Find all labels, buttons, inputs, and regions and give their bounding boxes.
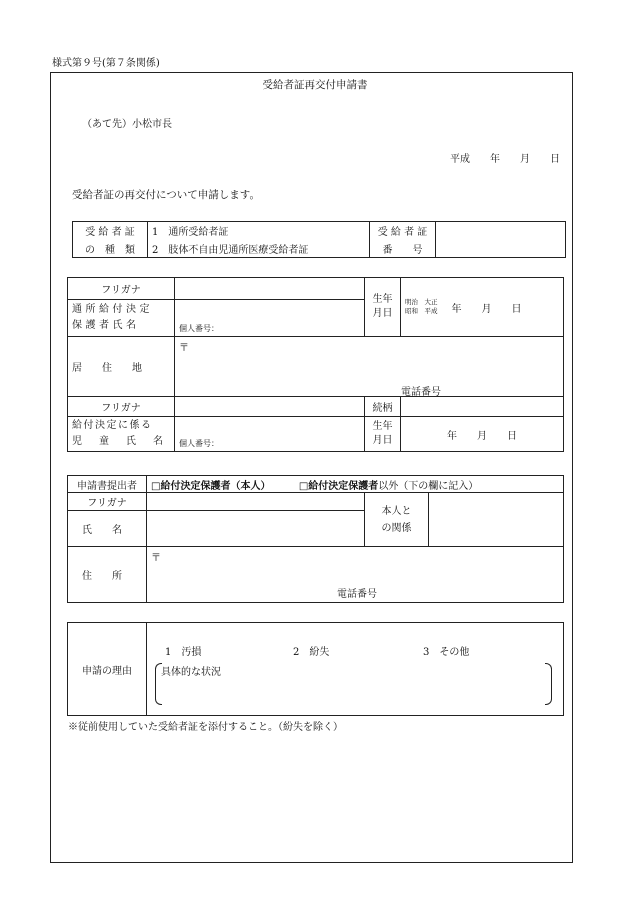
relation-field[interactable] xyxy=(429,493,564,547)
guardian-furigana-label: フリガナ xyxy=(68,278,175,300)
option-self-checkbox[interactable]: □ xyxy=(151,480,161,492)
relation-label: 本人と の関係 xyxy=(365,493,429,547)
child-furigana-field[interactable] xyxy=(175,397,365,417)
statement: 受給者証の再交付について申請します。 xyxy=(72,189,260,201)
cert-number-field[interactable] xyxy=(436,222,566,258)
era-options: 明治 大正 昭和 平成 xyxy=(405,298,438,315)
residence-field[interactable]: 〒 電話番号 xyxy=(175,337,564,397)
submitter-address-label: 住 所 xyxy=(68,547,147,603)
child-birth-field[interactable]: 年 月 日 xyxy=(401,417,564,452)
submitter-options: □給付決定保護者（本人） □給付決定保護者以外（下の欄に記入） xyxy=(147,476,564,493)
child-name-field[interactable]: 個人番号： xyxy=(175,417,365,452)
guardian-birth-field[interactable]: 明治 大正 昭和 平成 年 月 日 xyxy=(401,278,564,337)
child-name-label: 給付決定に係る 児 童 氏 名 xyxy=(68,417,175,452)
form-number: 様式第９号(第７条関係) xyxy=(52,58,160,69)
details-bracket-right xyxy=(545,663,552,705)
reason-field xyxy=(147,623,564,716)
guardian-table xyxy=(67,277,564,452)
cert-type-label-2: の 種 類 xyxy=(73,240,148,258)
reason-table xyxy=(67,622,564,716)
submitter-furigana-field[interactable] xyxy=(147,493,365,511)
guardian-name-field[interactable]: 個人番号： xyxy=(175,300,365,337)
cert-option-1[interactable]: 1 通所受給者証 xyxy=(148,222,370,240)
reason-option-3[interactable]: 3 その他 xyxy=(423,647,470,658)
guardian-name-label: 通所給付決定 保護者氏名 xyxy=(68,300,175,337)
relationship-label: 続柄 xyxy=(365,397,401,417)
option-other-checkbox[interactable]: □ xyxy=(298,480,309,492)
relationship-field[interactable] xyxy=(401,397,564,417)
cert-type-table xyxy=(72,221,566,258)
reason-option-1[interactable]: 1 汚損 xyxy=(165,647,202,658)
cert-option-2[interactable]: 2 肢体不自由児通所医療受給者証 xyxy=(148,240,370,258)
addressee: （あて先）小松市長 xyxy=(82,119,172,130)
footnote: ※従前使用していた受給者証を添付すること。（紛失を除く） xyxy=(68,722,343,733)
child-birth-label: 生年 月日 xyxy=(365,417,401,452)
option-other-label: 給付決定保護者 xyxy=(308,480,379,492)
submitter-label: 申請書提出者 xyxy=(68,476,147,493)
date-line: 平成 年 月 日 xyxy=(450,154,560,165)
guardian-furigana-field[interactable] xyxy=(175,278,365,300)
submitter-name-label: 氏 名 xyxy=(68,511,147,547)
form-title: 受給者証再交付申請書 xyxy=(262,79,368,91)
cert-number-label-2: 番 号 xyxy=(370,240,436,258)
submitter-table xyxy=(67,475,564,603)
reason-label: 申請の理由 xyxy=(68,623,147,716)
submitter-furigana-label: フリガナ xyxy=(68,493,147,511)
option-self-label: 給付決定保護者（本人） xyxy=(160,480,271,492)
guardian-birth-label: 生年 月日 xyxy=(365,278,401,337)
submitter-address-field[interactable]: 〒 電話番号 xyxy=(147,547,564,603)
residence-label: 居 住 地 xyxy=(68,337,175,397)
cert-number-label: 受 給 者 証 xyxy=(370,222,436,240)
submitter-name-field[interactable] xyxy=(147,511,365,547)
cert-type-label: 受 給 者 証 xyxy=(73,222,148,240)
child-furigana-label: フリガナ xyxy=(68,397,175,417)
reason-option-2[interactable]: 2 紛失 xyxy=(293,647,330,658)
details-label: 具体的な状況 xyxy=(161,667,221,678)
